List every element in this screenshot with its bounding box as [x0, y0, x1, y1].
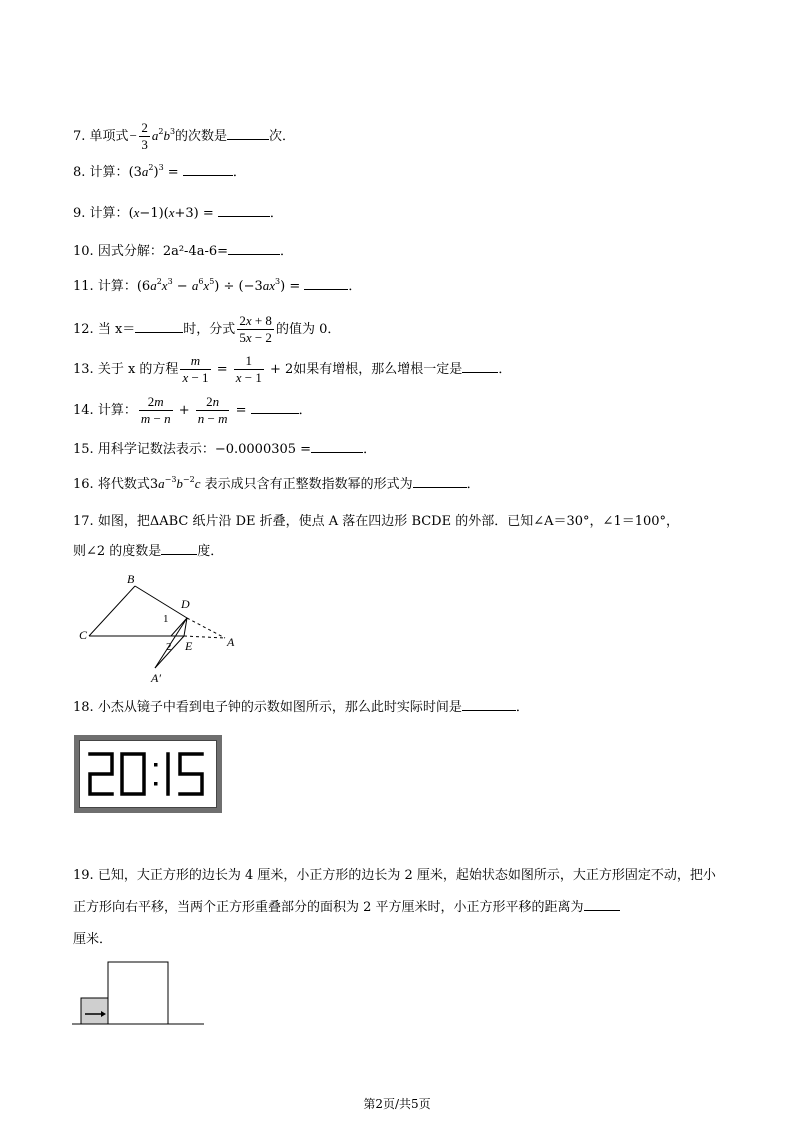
- dashed-da: [187, 618, 225, 638]
- question-11: 11. 计算：$(6a^2x^3 - a^6x^5) \div (-3ax^3)$ = ．: [73, 277, 362, 294]
- question-14: 14. 计算： $\frac{2m}{m - n}$ + $\frac{2n}{n - m}$ = ．: [73, 394, 312, 426]
- question-17-line-1: 17. 如图，把ΔABC 纸片沿 DE 折叠，使点 A 落在四边形 BCDE 的外部．已知∠A＝30°，∠1＝100°，: [73, 514, 680, 529]
- side-cb: [89, 586, 135, 636]
- clock-digits: [80, 741, 216, 807]
- digit-0: [122, 754, 144, 794]
- label-a: A: [227, 635, 235, 649]
- question-13: 13. 关于 x 的方程 $\frac{m}{x - 1}$ = $\frac{1}{x - 1}$ + 2如果有增根，那么增根一定是 ．: [73, 353, 512, 385]
- triangle-fold-figure: [75, 572, 245, 684]
- label-d: D: [181, 597, 190, 611]
- angle-1-label: 1: [163, 613, 169, 625]
- question-19: 19. 已知，大正方形的边长为 4 厘米，小正方形的边长为 2 厘米，起始状态如图所示，大正方形固定不动，把小正方形向右平移，当两个正方形重叠部分的面积为 2 平方厘米时，小正方形平移的距离为 厘米．: [73, 868, 716, 947]
- question-8: 8. 计算：$(3a^2)^3$ = ．: [73, 163, 246, 180]
- colon-top: [154, 763, 158, 767]
- question-17-line-2: 则∠2 的度数是 度．: [73, 544, 224, 559]
- side-bd: [135, 586, 187, 618]
- digital-clock: [74, 735, 222, 813]
- question-16: 16. 将代数式$3a^{-3}b^{-2}c$ 表示成只含有正整数指数幂的形式为 ．: [73, 475, 480, 492]
- angle-2-label: 2: [166, 641, 172, 653]
- page-footer: 第2页/共5页: [363, 1097, 431, 1111]
- dashed-ea: [184, 636, 225, 638]
- label-a-prime: A′: [151, 671, 161, 684]
- digit-2: [90, 754, 112, 794]
- colon-bottom: [154, 782, 158, 786]
- digit-5: [180, 754, 202, 794]
- question-10: 10. 因式分解：2a²-4a-6= ．: [73, 244, 294, 259]
- question-9: 9. 计算：(x−1)(x+3) = ．: [73, 205, 283, 221]
- question-12: 12. 当 x＝ 时，分式 $\frac{2x + 8}{5x - 2}$ 的值为 0．: [73, 313, 341, 345]
- label-e: E: [185, 639, 193, 653]
- label-c: C: [79, 628, 88, 642]
- question-18: 18. 小杰从镜子中看到电子钟的示数如图所示，那么此时实际时间是 ．: [73, 700, 529, 715]
- question-15: 15. 用科学记数法表示：−0.0000305 = ．: [73, 442, 377, 457]
- small-square: [81, 998, 108, 1024]
- question-7: 7. 单项式− $\frac{2}{3}$ $a^2b^3$的次数是 次．: [73, 120, 296, 152]
- label-b: B: [127, 572, 135, 586]
- squares-figure: [70, 958, 206, 1028]
- large-square: [108, 962, 168, 1024]
